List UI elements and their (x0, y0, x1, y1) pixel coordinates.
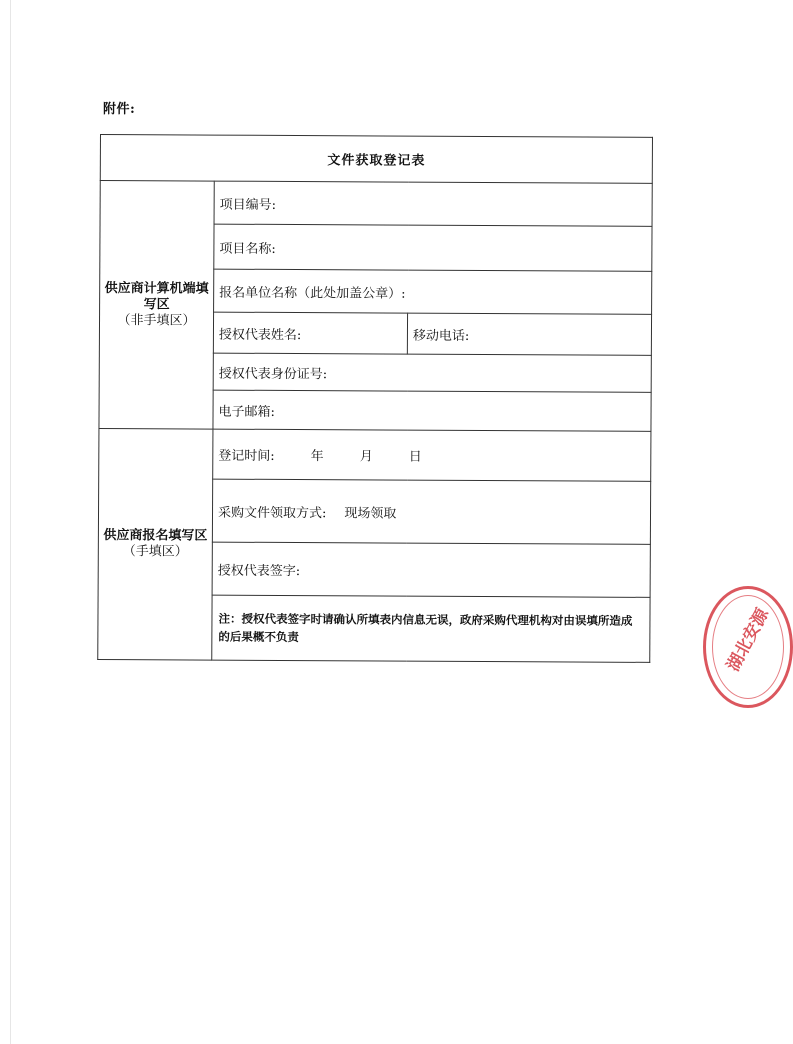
email-field[interactable] (213, 390, 651, 431)
id-number-label: 授权代表身份证号: (218, 366, 328, 382)
project-number-label: 项目编号: (219, 197, 277, 213)
page-border (10, 0, 11, 1044)
project-number-field[interactable] (214, 181, 652, 226)
day-label: 日 (408, 449, 422, 465)
id-number-field[interactable] (213, 353, 651, 392)
register-time-label: 登记时间: (218, 448, 275, 464)
form-table (97, 134, 653, 663)
section-computer-fill (99, 181, 214, 430)
project-name-label: 项目名称: (219, 241, 276, 257)
section-computer-fill-sub: （非手填区） (117, 312, 196, 329)
registration-form (97, 134, 653, 663)
pickup-method-label: 采购文件领取方式: (217, 505, 327, 521)
pickup-method-field[interactable] (212, 479, 650, 544)
section-computer-fill-label: 供应商计算机端填写区 (104, 280, 209, 312)
month-label: 月 (359, 449, 373, 465)
official-seal-stamp (703, 586, 793, 708)
project-name-field[interactable] (214, 224, 652, 271)
section-hand-fill (98, 428, 213, 660)
attachment-label: 附件: (103, 102, 136, 117)
company-name-label: 报名单位名称（此处加盖公章）: (219, 285, 406, 302)
form-title: 文件获取登记表 (100, 135, 652, 184)
section-hand-fill-sub: （手填区） (122, 544, 188, 560)
register-time-field[interactable] (213, 429, 651, 481)
disclaimer-note: 注：授权代表签字时请确认所填表内信息无误，政府采购代理机构对由误填所造成的后果概不负责 (212, 595, 650, 662)
email-label: 电子邮箱: (218, 404, 275, 420)
year-label: 年 (310, 449, 324, 465)
signature-field[interactable] (212, 542, 650, 597)
representative-name-label: 授权代表姓名: (218, 327, 302, 343)
mobile-phone-label: 移动电话: (412, 328, 470, 344)
representative-name-field[interactable] (213, 312, 407, 354)
signature-label: 授权代表签字: (217, 563, 301, 579)
seal-text: 湖北安源 (723, 605, 773, 675)
mobile-phone-field[interactable] (407, 313, 651, 355)
section-hand-fill-label: 供应商报名填写区 (103, 528, 208, 544)
company-name-field[interactable] (214, 269, 652, 314)
pickup-method-value: 现场领取 (344, 505, 397, 522)
